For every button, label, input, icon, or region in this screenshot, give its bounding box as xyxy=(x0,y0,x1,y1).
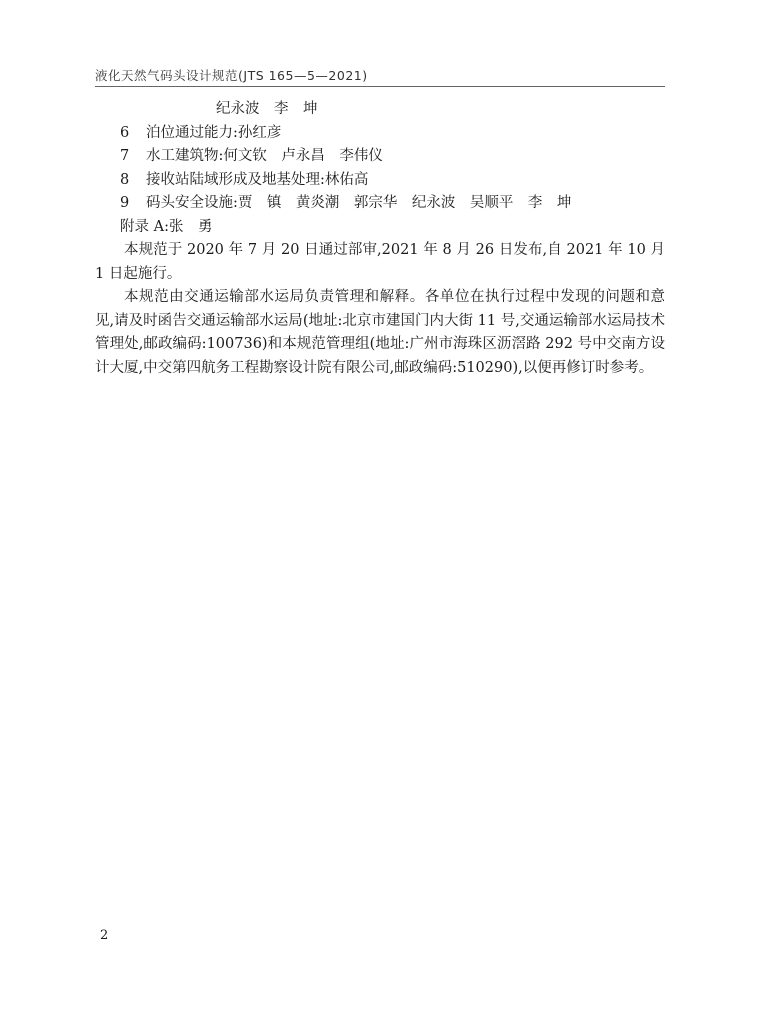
appendix-contributor: 附录 A:张 勇 xyxy=(120,218,213,235)
contributor-item xyxy=(95,192,665,216)
item-number: 9 xyxy=(120,195,130,211)
running-header-title: 液化天然气码头设计规范(JTS 165—5—2021) xyxy=(95,68,368,83)
item-number: 7 xyxy=(120,148,130,164)
contributor-item xyxy=(95,145,665,169)
contributors-continuation: 纪永波 李 坤 xyxy=(216,101,318,117)
document-body xyxy=(95,98,665,380)
contributor-item xyxy=(95,122,665,146)
contributor-item xyxy=(95,169,665,193)
item-number: 8 xyxy=(120,171,130,188)
item-text: 泊位通过能力:孙红彦 xyxy=(146,124,282,141)
page-number: 2 xyxy=(100,928,109,943)
item-number: 6 xyxy=(120,124,130,141)
effective-date-paragraph: 本规范于 2020 年 7 月 20 日通过部审,2021 年 8 月 26 日发布,自 2021 年 10 月 1 日起施行。 xyxy=(95,242,665,282)
item-text: 水工建筑物:何文钦 卢永昌 李伟仪 xyxy=(146,148,383,164)
management-paragraph: 本规范由交通运输部水运局负责管理和解释。各单位在执行过程中发现的问题和意见,请及时函告交通运输部水运局(地址:北京市建国门内大街 11 号,交通运输部水运局技术管理处,邮政编码:100736)和本规范管理组(地址:广州市海珠区沥滘路 292 号中交南方设计大厦,中交第四航务工程勘察设计院有限公司,邮政编码:510290),以便再修订时参考。 xyxy=(95,289,665,376)
header-rule xyxy=(95,86,665,87)
item-text: 码头安全设施:贾 镇 黄炎潮 郭宗华 纪永波 吴顺平 李 坤 xyxy=(146,195,572,211)
item-text: 接收站陆域形成及地基处理:林佑高 xyxy=(146,171,369,188)
